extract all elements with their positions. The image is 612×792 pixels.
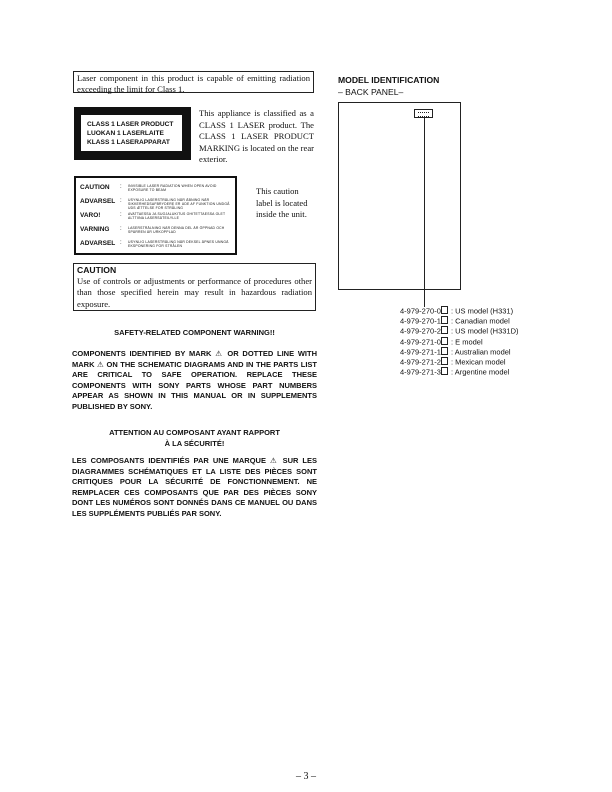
attention-heading-line: À LA SÉCURITÉ! xyxy=(164,438,225,448)
safety-warning-heading: SAFETY-RELATED COMPONENT WARNING!! xyxy=(114,328,275,337)
caution-label-text: INVISIBLE LASER RADIATION WHEN OPEN AVOID EXPOSURE TO BEAM xyxy=(128,184,217,193)
caution-label-colon: : xyxy=(120,198,122,204)
model-list-item xyxy=(400,347,519,357)
caution-title: CAUTION xyxy=(77,265,117,275)
caution-label-colon: : xyxy=(120,240,122,246)
model-description: : Australian model xyxy=(450,347,511,357)
box-icon xyxy=(441,357,448,365)
caution-label-colon: : xyxy=(120,212,122,218)
model-list xyxy=(400,306,519,377)
model-part-number: 4-979-271-3 xyxy=(400,367,441,377)
model-description: : US model (H331D) xyxy=(450,326,519,336)
class1-laser-label xyxy=(74,107,191,160)
model-list-item xyxy=(400,357,519,367)
class1-label-line: LUOKAN 1 LASERLAITE xyxy=(87,130,164,137)
caution-box xyxy=(73,263,316,311)
model-description: : Canadian model xyxy=(450,316,510,326)
box-icon xyxy=(441,326,448,334)
model-part-number: 4-979-270-0 xyxy=(400,306,441,316)
back-panel-diagram xyxy=(338,102,461,290)
caution-label-row xyxy=(80,225,234,238)
box-icon xyxy=(441,367,448,375)
box-icon xyxy=(441,347,448,355)
attention-heading-line: ATTENTION AU COMPOSANT AYANT RAPPORT xyxy=(109,428,280,437)
caution-label-image xyxy=(74,176,237,255)
model-list-item xyxy=(400,337,519,347)
model-part-number: 4-979-271-1 xyxy=(400,347,441,357)
attention-text: LES COMPOSANTS IDENTIFIÉS PAR UNE MARQUE ⚠ SUR LES DIAGRAMMES SCHÉMATIQUES ET LA LISTE DES PIÈCES SONT CRITIQUES POUR LA SÉCURITÉ DE FONCTIONNEMENT. NE REMPLACER CES COMPOSANTS QUE PAR DES PIÈCES SONY DONT LES NUMÉROS SONT DONNÉS DANS CE MANUEL OU DANS LES SUPPLÉMENTS PUBLIÉS PAR SONY. xyxy=(72,456,317,518)
model-description: : US model (H331) xyxy=(450,306,514,316)
caution-label-row xyxy=(80,197,234,210)
caution-label-text: AVATTAESSA JA SUOJALUKITUS OHITETTAESSA OLET ALTTIINA LASERSÄTEILYLLE xyxy=(128,212,226,221)
class1-label-line: KLASS 1 LASERAPPARAT xyxy=(87,139,170,146)
safety-warning-text: COMPONENTS IDENTIFIED BY MARK ⚠ OR DOTTED LINE WITH MARK ⚠ ON THE SCHEMATIC DIAGRAMS AND IN THE PARTS LIST ARE CRITICAL TO SAFE OPERATION. REPLACE THESE COMPONENTS WITH SONY PARTS WHOSE PART NUMBERS APPEAR AS SHOWN IN THIS MANUAL OR IN SUPPLEMENTS PUBLISHED BY SONY. xyxy=(72,349,317,411)
model-part-number: 4-979-271-2 xyxy=(400,357,441,367)
model-list-item xyxy=(400,326,519,336)
leader-line xyxy=(424,117,425,307)
caution-label-heading: ADVARSEL xyxy=(80,240,116,247)
caution-label-row xyxy=(80,211,234,224)
model-description: : E model xyxy=(450,337,483,347)
model-part-number: 4-979-270-2 xyxy=(400,326,441,336)
model-identification-subtitle: – BACK PANEL– xyxy=(338,87,404,97)
caution-label-text: USYNLIG LASERSTRÅLING NÅR DEKSEL ÅPNES UNNGÅ EKSPONERING FOR STRÅLEN xyxy=(128,240,229,249)
class1-label-line: CLASS 1 LASER PRODUCT xyxy=(87,121,174,128)
class1-description: This appliance is classified as a CLASS 1 LASER product. The CLASS 1 LASER PRODUCT MARKING is located on the rear exterior. xyxy=(199,108,314,165)
caution-label-row xyxy=(80,239,234,252)
model-part-number: 4-979-270-1 xyxy=(400,316,441,326)
attention-heading xyxy=(72,428,317,449)
model-identification-title: MODEL IDENTIFICATION xyxy=(338,75,440,85)
model-part-number: 4-979-271-0 xyxy=(400,337,441,347)
model-list-item xyxy=(400,367,519,377)
caution-label-text: USYNLIG LASERSTRÅLING NÅR ÅBNING NÅR SIKKERHEDSAFBRYDERE ER UDE AF FUNKTION UNDGÅ UDS ÆTTELSE FOR STRÅLING xyxy=(128,198,230,210)
caution-text: Use of controls or adjustments or performance of procedures other than those specified herein may result in hazardous radiation exposure. xyxy=(77,276,312,309)
model-list-item xyxy=(400,306,519,316)
caution-label-heading: VARO! xyxy=(80,212,101,219)
model-description: : Mexican model xyxy=(450,357,506,367)
model-description: : Argentine model xyxy=(450,367,510,377)
model-list-item xyxy=(400,316,519,326)
caution-label-text: LASERSTRÅLNING NÄR DENNA DEL ÄR ÖPPNAD OCH SPÄRREN ÄR URKOPPLAD xyxy=(128,226,225,235)
box-icon xyxy=(441,316,448,324)
laser-notice-box: Laser component in this product is capable of emitting radiation exceeding the limit for Class 1. xyxy=(73,71,314,93)
caution-label-heading: ADVARSEL xyxy=(80,198,116,205)
page-number: – 3 – xyxy=(296,771,316,782)
caution-label-colon: : xyxy=(120,226,122,232)
caution-label-colon: : xyxy=(120,184,122,190)
caution-label-heading: VARNING xyxy=(80,226,110,233)
box-icon xyxy=(441,337,448,345)
class1-label-inner xyxy=(81,115,182,151)
caution-label-row xyxy=(80,183,234,196)
box-icon xyxy=(441,306,448,314)
caution-location-note: This caution label is located inside the unit. xyxy=(256,186,308,220)
caution-label-heading: CAUTION xyxy=(80,184,110,191)
